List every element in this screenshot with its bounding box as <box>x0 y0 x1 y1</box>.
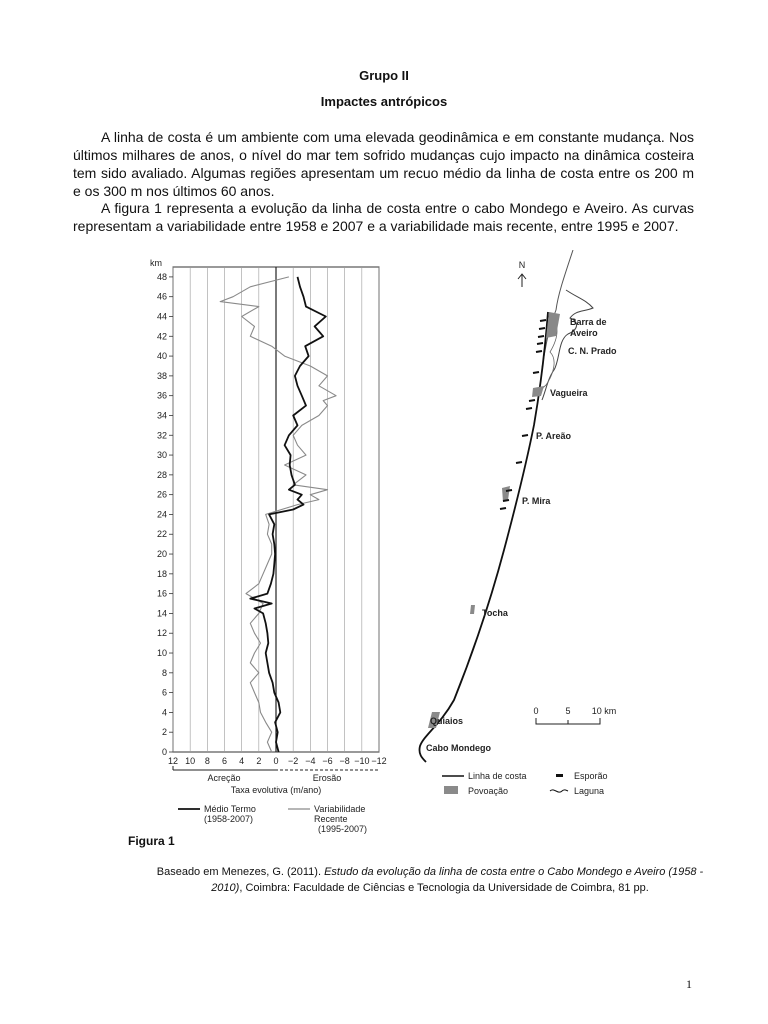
y-tick-label: 14 <box>156 608 167 619</box>
map-legend <box>442 771 608 796</box>
y-tick-label: 46 <box>156 291 167 302</box>
legend-years-variabilidade: (1995-2007) <box>318 824 368 834</box>
groyne-mark <box>503 500 509 501</box>
north-label: N <box>518 260 526 270</box>
section-title: Impactes antrópicos <box>320 94 448 109</box>
x-tick-label: −10 <box>354 756 370 766</box>
chart-series <box>220 277 336 752</box>
chart-zones <box>173 766 379 795</box>
y-tick-label: 42 <box>156 331 167 342</box>
x-tick-label: −6 <box>322 756 333 766</box>
y-tick-label: 10 <box>156 648 167 659</box>
y-tick-label: 4 <box>161 707 167 718</box>
legend-groyne-swatch <box>556 774 563 777</box>
place-label-barra-aveiro: Barra de <box>570 317 607 327</box>
y-tick-label: 0 <box>161 747 167 757</box>
zone-label-erosion: Erosão <box>312 773 342 783</box>
scale-label-5: 5 <box>565 706 571 716</box>
place-label-cabo-mondego: Cabo Mondego <box>426 743 491 753</box>
y-tick-label: 24 <box>156 509 167 520</box>
groyne-mark <box>529 400 535 401</box>
groyne-mark <box>533 372 539 373</box>
chart-legend <box>178 804 368 834</box>
settlement-tocha <box>470 605 475 614</box>
place-label-vagueira: Vagueira <box>550 388 588 398</box>
y-tick-label: 6 <box>161 687 167 698</box>
x-tick-label: 2 <box>256 756 262 766</box>
paragraph-figure-description: A figura 1 representa a evolução da linha de costa entre o cabo Mondego e Aveiro. As curvas representam a variabilidade entre 1958 e 2007 e a variabilidade mais recente, entre 1995 e 2007. <box>73 200 694 234</box>
x-tick-label: −4 <box>305 756 316 766</box>
place-label-p-areao: P. Areão <box>536 431 572 441</box>
groyne-mark <box>539 328 545 329</box>
source-title: Estudo da evolução da linha de costa entre o Cabo Mondego e Aveiro (1958 - 2010) <box>211 866 704 894</box>
groyne-mark <box>540 320 546 321</box>
legend-groyne-label: Esporão <box>574 771 608 781</box>
y-tick-label: 18 <box>156 568 167 579</box>
y-tick-label: 12 <box>156 628 167 639</box>
series-variabilidade-recente-line <box>220 277 336 752</box>
legend-settlement-label: Povoação <box>468 786 509 796</box>
x-tick-label: 10 <box>185 756 196 766</box>
x-tick-label: −2 <box>288 756 299 766</box>
y-tick-label: 36 <box>156 390 167 401</box>
legend-label-variabilidade <box>314 804 368 824</box>
y-tick-label: 26 <box>156 489 167 500</box>
scale-label-10km: 10 km <box>591 706 617 716</box>
legend-lagoon-label: Laguna <box>574 786 605 796</box>
y-tick-label: 40 <box>156 351 167 362</box>
x-tick-label: −8 <box>339 756 350 766</box>
y-tick-label: 2 <box>161 727 167 738</box>
chart-grid <box>173 267 379 752</box>
x-tick-label: −12 <box>371 756 387 766</box>
groyne-mark <box>516 462 522 463</box>
legend-label-medio-termo: Médio Termo <box>204 804 256 814</box>
groyne-mark <box>522 435 528 436</box>
y-tick-label: 22 <box>156 529 167 540</box>
paragraph-intro: A linha de costa é um ambiente com uma elevada geodinâmica e em constante mudança. Nos últimos milhares de anos, o nível do mar tem sofrido mudanças cujo impacto na dinâmica costeira tem sido avaliado. Algumas regiões apresentam um recuo médio da linha de costa entre os 200 m e os 300 m nos últimos 60 anos. <box>73 129 694 199</box>
groyne-mark <box>537 343 543 344</box>
legend-settlement-swatch <box>444 786 458 794</box>
place-label-p-mira: P. Mira <box>522 496 551 506</box>
y-tick-label: 8 <box>161 667 167 678</box>
x-axis-title: Taxa evolutiva (m/ano) <box>230 785 322 795</box>
legend-years-medio-termo: (1958-2007) <box>204 814 254 824</box>
zone-label-accretion: Acreção <box>207 773 241 783</box>
place-label-tocha: Tocha <box>482 608 508 618</box>
coast-map <box>408 250 638 805</box>
y-axis-unit-label: km <box>150 258 162 268</box>
groyne-mark <box>506 490 512 491</box>
place-label-aveiro: Aveiro <box>570 328 598 338</box>
x-tick-label: 8 <box>204 756 210 766</box>
legend-label-variabilidade-line2: Recente <box>314 814 348 824</box>
settlement-vagueira <box>532 386 544 397</box>
page-number: 1 <box>686 977 692 991</box>
legend-label-variabilidade-line1: Variabilidade <box>314 804 366 814</box>
coastline <box>419 312 548 762</box>
groyne-mark <box>536 351 542 352</box>
source-prefix: Baseado em Menezes, G. (2011). <box>156 866 325 878</box>
y-tick-label: 34 <box>156 410 167 421</box>
source-citation <box>150 864 710 896</box>
evolution-chart <box>140 252 390 837</box>
scale-bar <box>533 706 616 724</box>
group-heading: Grupo II <box>359 68 409 83</box>
x-tick-label: 12 <box>167 756 179 766</box>
figure-label: Figura 1 <box>128 834 175 848</box>
y-tick-label: 30 <box>156 450 167 461</box>
place-label-cn-prado: C. N. Prado <box>568 346 617 356</box>
scale-label-0: 0 <box>533 706 539 716</box>
north-arrow-icon <box>518 274 526 287</box>
y-tick-label: 32 <box>156 430 167 441</box>
y-tick-label: 16 <box>156 588 167 599</box>
y-tick-label: 20 <box>156 549 167 560</box>
y-tick-label: 38 <box>156 370 167 381</box>
x-tick-label: 0 <box>273 756 279 766</box>
y-tick-label: 28 <box>156 469 167 480</box>
legend-lagoon-swatch <box>550 790 568 792</box>
x-tick-label: 6 <box>221 756 228 766</box>
series-medio-termo-line <box>250 277 325 752</box>
scale-bar-line <box>536 718 600 724</box>
y-tick-label: 44 <box>156 311 167 322</box>
groynes <box>500 320 546 509</box>
legend-coastline-label: Linha de costa <box>468 771 527 781</box>
groyne-mark <box>526 408 532 409</box>
source-suffix: , Coimbra: Faculdade de Ciências e Tecnologia da Universidade de Coimbra, 81 pp. <box>239 882 649 894</box>
place-label-quiaios: Quiaios <box>430 716 464 726</box>
x-tick-label: 4 <box>239 756 245 766</box>
groyne-mark <box>538 336 544 337</box>
groyne-mark <box>500 508 506 509</box>
y-tick-label: 48 <box>156 271 167 282</box>
lagoon-outline <box>542 290 593 400</box>
